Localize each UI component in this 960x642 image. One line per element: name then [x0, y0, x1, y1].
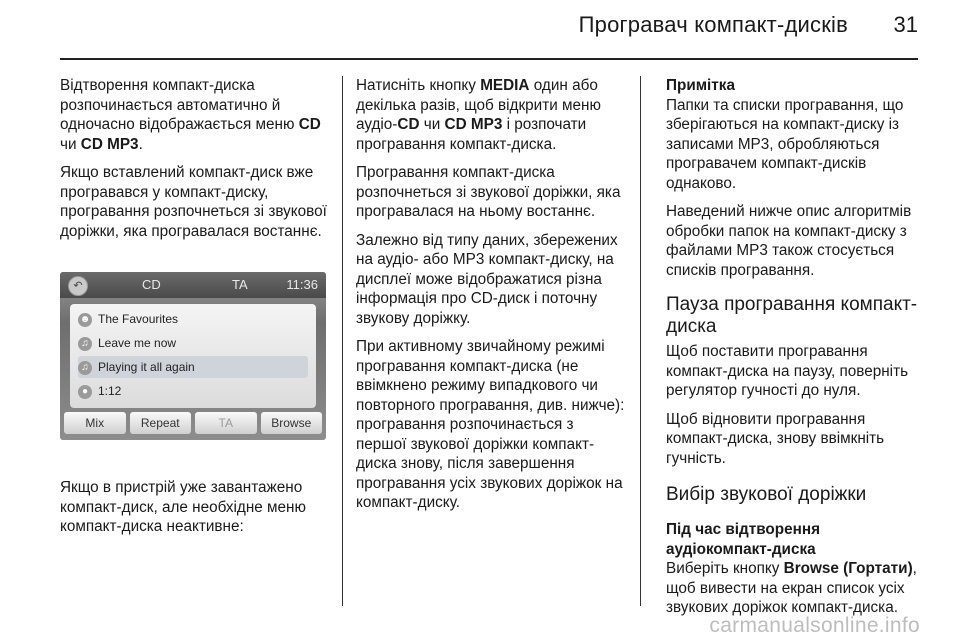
- paragraph: Відтворення компакт-диска розпочинається автоматично й одночасно відображається меню CD чи CD MP3.: [60, 77, 321, 153]
- paragraph: Якщо вставлений компакт-диск вже програвався у компакт-диску, програвання розпочнеться зі звукової доріжки, яка програвалася востаннє.: [60, 164, 327, 240]
- paragraph: Щоб відновити програвання компакт-диска, знову ввімкніть гучність.: [666, 410, 885, 467]
- column-3: [666, 76, 928, 627]
- header-divider: [60, 58, 918, 60]
- section-heading-track: Вибір звукової доріжки: [666, 484, 867, 505]
- repeat-button: Repeat: [130, 412, 192, 434]
- screen-button-bar: [64, 412, 322, 434]
- screen-title: CD: [142, 277, 161, 292]
- page-number: 31: [893, 12, 918, 37]
- artist-row: ☻ The Favourites: [79, 312, 179, 326]
- paragraph: Щоб поставити програвання компакт-диска на паузу, поверніть регулятор гучності до нуля.: [666, 343, 909, 399]
- album-row: ♫ Leave me now: [78, 332, 176, 354]
- subheading: Під час відтворення аудіокомпакт-диска: [666, 521, 821, 558]
- paragraph: Залежно від типу даних, збережених на аудіо- або MP3 компакт-диску, на дисплеї може відображатися різна інформація про CD-диск і поточну звукову доріжку.: [356, 231, 618, 327]
- column-1-lower: [60, 478, 332, 546]
- back-icon: ↶: [68, 276, 88, 296]
- note-title: Примітка: [666, 77, 735, 94]
- paragraph: Якщо в пристрій уже завантажено компакт-диск, але необхідне меню компакт-диска неактивне:: [60, 479, 306, 535]
- music-note-icon: ♫: [78, 337, 92, 351]
- column-1: [60, 76, 332, 250]
- header-title: Програвач компакт-дисків: [578, 12, 848, 37]
- ta-button: TA: [195, 412, 257, 434]
- paragraph: Виберіть кнопку Browse (Гортати), щоб вивести на екран список усіх звукових доріжок компакт-диска.: [666, 560, 917, 616]
- track-icon: ♫: [78, 361, 92, 375]
- cd-screen-illustration: [60, 272, 326, 440]
- screen-ta: TA: [232, 277, 248, 292]
- screen-title-bar: [60, 272, 326, 298]
- screen-clock: 11:36: [286, 277, 318, 292]
- note-paragraph: Наведений нижче опис алгоритмів обробки папок на компакт-диску з файлами MP3 також стосується списків програвання.: [666, 203, 912, 279]
- column-divider-1: [342, 76, 343, 606]
- track-info-panel: [70, 304, 316, 408]
- artist-icon: ☻: [79, 313, 91, 325]
- paragraph: Програвання компакт-диска розпочнеться зі звукової доріжки, яка програвалася на ньому востаннє.: [356, 164, 621, 220]
- paragraph: Натисніть кнопку MEDIA один або декілька разів, щоб відкрити меню аудіо-CD чи CD MP3 і розпочати програвання компакт-диска.: [356, 77, 601, 153]
- disc-icon: ●: [78, 385, 92, 399]
- column-2: [356, 76, 628, 522]
- watermark: carmanualsonline.info: [709, 614, 920, 637]
- note-paragraph: Папки та списки програвання, що зберігаються на компакт-диску із записами MP3, обробляються програвачем компакт-дисків однаково.: [666, 96, 904, 192]
- track-row: ♫ Playing it all again: [78, 356, 308, 378]
- section-heading-pause: Пауза програвання компакт-диска: [666, 294, 918, 337]
- column-divider-2: [640, 76, 641, 606]
- browse-button: Browse: [261, 412, 323, 434]
- paragraph: При активному звичайному режимі програвання компакт-диска (не ввімкнено режиму випадкового чи повторного програвання, див. нижче): програвання розпочинається з першої звукової доріжки компакт-диска знову, після завершення програвання усіх звукових доріжок на компакт-диску.: [356, 338, 625, 511]
- elapsed-row: ● 1:12: [78, 380, 121, 402]
- mix-button: Mix: [64, 412, 126, 434]
